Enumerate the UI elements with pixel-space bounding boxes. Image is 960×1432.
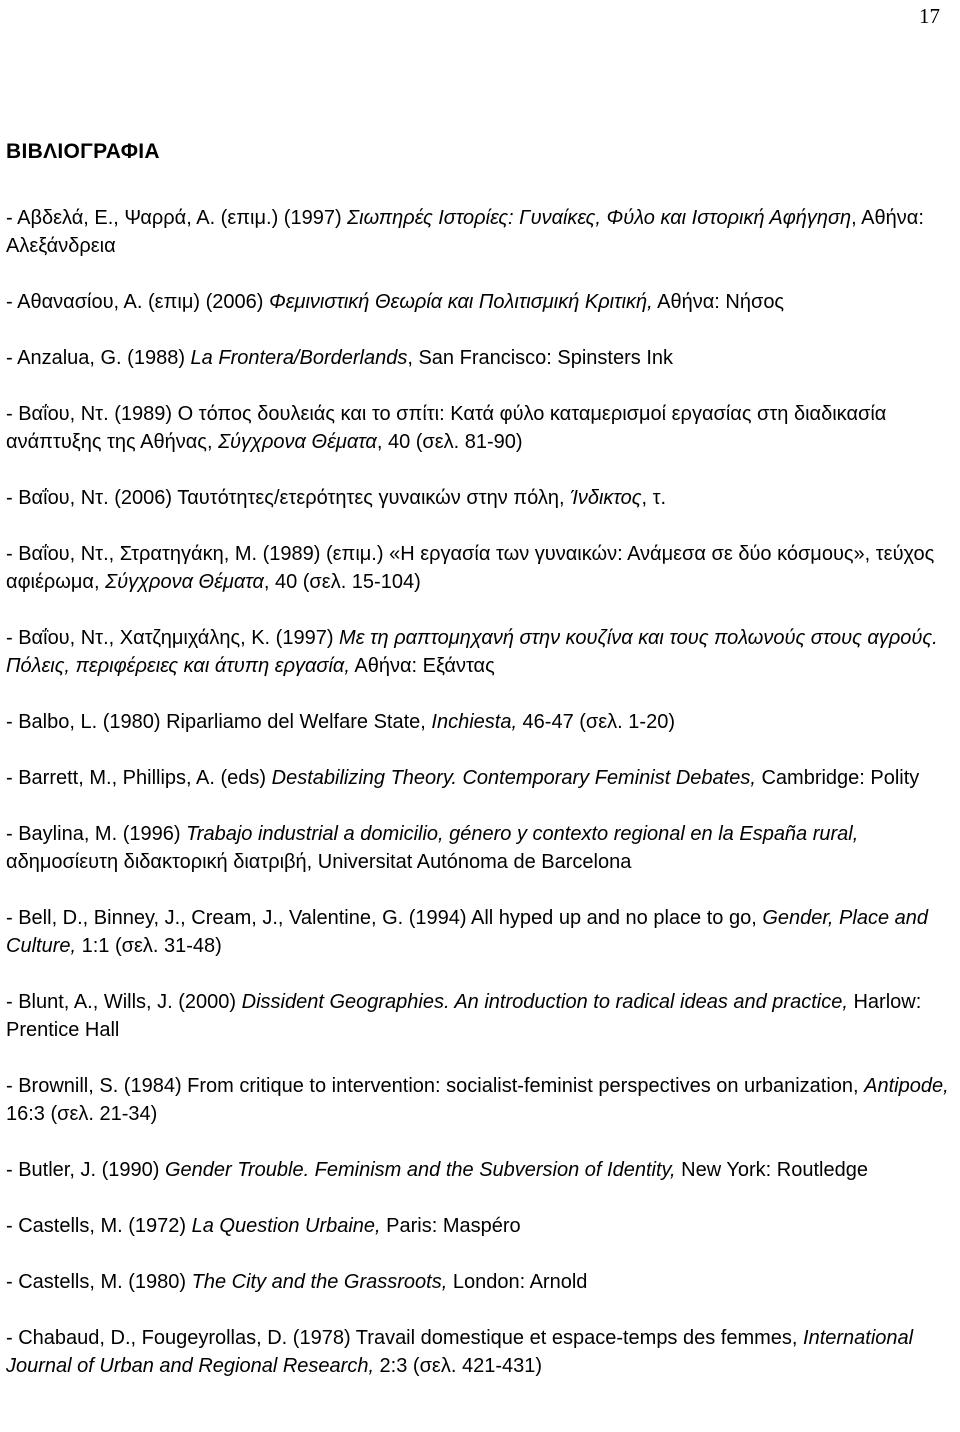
entry-text: Αθήνα: Εξάντας [349,655,495,677]
entry-text: - Βαΐου, Ντ., Στρατηγάκη, Μ. (1989) (επιμ.) «Η εργασία των γυναικών: Ανάμεσα σε δύο κόσμους», τεύχος αφιέρωμα, [6,543,935,593]
entry-title: Destabilizing Theory. Contemporary Feminist Debates, [271,767,756,789]
entry-text: αδημοσίευτη διδακτορική διατριβή, Universitat Autónoma de Barcelona [6,851,632,873]
bibliography-entry [6,540,956,596]
entry-title: Σιωπηρές Ιστορίες: Γυναίκες, Φύλο και Ιστορική Αφήγηση [347,207,852,229]
entry-text: - Βαΐου, Ντ. (1989) Ο τόπος δουλειάς και το σπίτι: Κατά φύλο καταμερισμοί εργασίας στη διαδικασία ανάπτυξης της Αθήνας, [6,403,887,453]
entry-text: - Barrett, M., Phillips, A. (eds) [6,767,272,789]
bibliography-entry [6,1072,956,1128]
entry-text: Harlow: Prentice Hall [6,991,922,1041]
entry-text: 46-47 (σελ. 1-20) [517,711,675,733]
page-title: ΒΙΒΛΙΟΓΡΑΦΙΑ [6,140,160,163]
bibliography-entry [6,344,956,372]
entry-text: - Bell, D., Binney, J., Cream, J., Valentine, G. (1994) All hyped up and no place to go, [6,907,763,929]
entry-text: Cambridge: Polity [755,767,920,789]
bibliography-entry [6,1324,956,1380]
entry-title: Dissident Geographies. An introduction to radical ideas and practice, [241,991,848,1013]
entry-title: Ίνδικτος [570,487,642,509]
entry-text: Αθήνα: Νήσος [652,291,785,313]
entry-text: 1:1 (σελ. 31-48) [76,935,222,957]
bibliography-entry [6,708,956,736]
entry-title: Gender Trouble. Feminism and the Subversion of Identity, [164,1159,676,1181]
entry-title: Inchiesta, [431,711,517,733]
entry-text: - Baylina, M. (1996) [6,823,187,845]
bibliography-entry [6,1156,956,1184]
bibliography-list [6,204,956,1408]
entry-title: Σύγχρονα Θέματα [105,571,264,593]
entry-text: - Anzalua, G. (1988) [6,347,191,369]
page-number: 17 [919,4,940,28]
bibliography-entry [6,820,956,876]
entry-text: - Balbo, L. (1980) Riparliamo del Welfare State, [6,711,432,733]
entry-text: - Βαΐου, Ντ., Χατζημιχάλης, Κ. (1997) [6,627,340,649]
entry-text: , San Francisco: Spinsters Ink [407,347,674,369]
entry-title: Antipode, [864,1075,949,1097]
entry-text: - Castells, M. (1980) [6,1271,192,1293]
entry-title: Με τη ραπτομηχανή στην κουζίνα και τους πολωνούς στους αγρούς. Πόλεις, περιφέρειες και άτυπη εργασία, [6,627,938,677]
entry-text: - Chabaud, D., Fougeyrollas, D. (1978) Travail domestique et espace-temps des femmes, [6,1327,804,1349]
entry-title: La Question Urbaine, [191,1215,381,1237]
entry-text: - Αθανασίου, Α. (επιμ) (2006) [6,291,269,313]
bibliography-entry [6,1268,956,1296]
entry-text: , 40 (σελ. 81-90) [376,431,523,453]
bibliography-entry [6,904,956,960]
entry-text: - Castells, M. (1972) [6,1215,192,1237]
entry-text: - Brownill, S. (1984) From critique to intervention: socialist-feminist perspectives on urbanization, [6,1075,865,1097]
entry-text: 16:3 (σελ. 21-34) [6,1103,158,1125]
bibliography-entry [6,624,956,680]
entry-title: Φεμινιστική Θεωρία και Πολιτισμική Κριτική, [268,291,653,313]
entry-text: , Αθήνα: Αλεξάνδρεια [6,207,924,257]
entry-title: The City and the Grassroots, [191,1271,448,1293]
bibliography-entry [6,288,956,316]
entry-title: La Frontera/Borderlands [190,347,408,369]
entry-text: , τ. [641,487,667,509]
bibliography-entry [6,764,956,792]
bibliography-entry [6,484,956,512]
entry-text: , 40 (σελ. 15-104) [263,571,421,593]
entry-text: Paris: Maspéro [380,1215,521,1237]
entry-title: Trabajo industrial a domicilio, género y contexto regional en la España rural, [186,823,859,845]
bibliography-entry [6,988,956,1044]
entry-title: Gender, Place and Culture, [6,907,929,957]
entry-text: - Butler, J. (1990) [6,1159,165,1181]
entry-title: International Journal of Urban and Regional Research, [6,1327,914,1377]
bibliography-entry [6,400,956,456]
bibliography-entry [6,204,956,260]
entry-title: Σύγχρονα Θέματα [218,431,377,453]
entry-text: - Blunt, A., Wills, J. (2000) [6,991,242,1013]
entry-text: 2:3 (σελ. 421-431) [374,1355,543,1377]
bibliography-entry [6,1212,956,1240]
entry-text: - Αβδελά, Ε., Ψαρρά, Α. (επιμ.) (1997) [6,207,348,229]
entry-text: London: Arnold [447,1271,588,1293]
entry-text: New York: Routledge [675,1159,868,1181]
entry-text: - Βαΐου, Ντ. (2006) Ταυτότητες/ετερότητες γυναικών στην πόλη, [6,487,571,509]
